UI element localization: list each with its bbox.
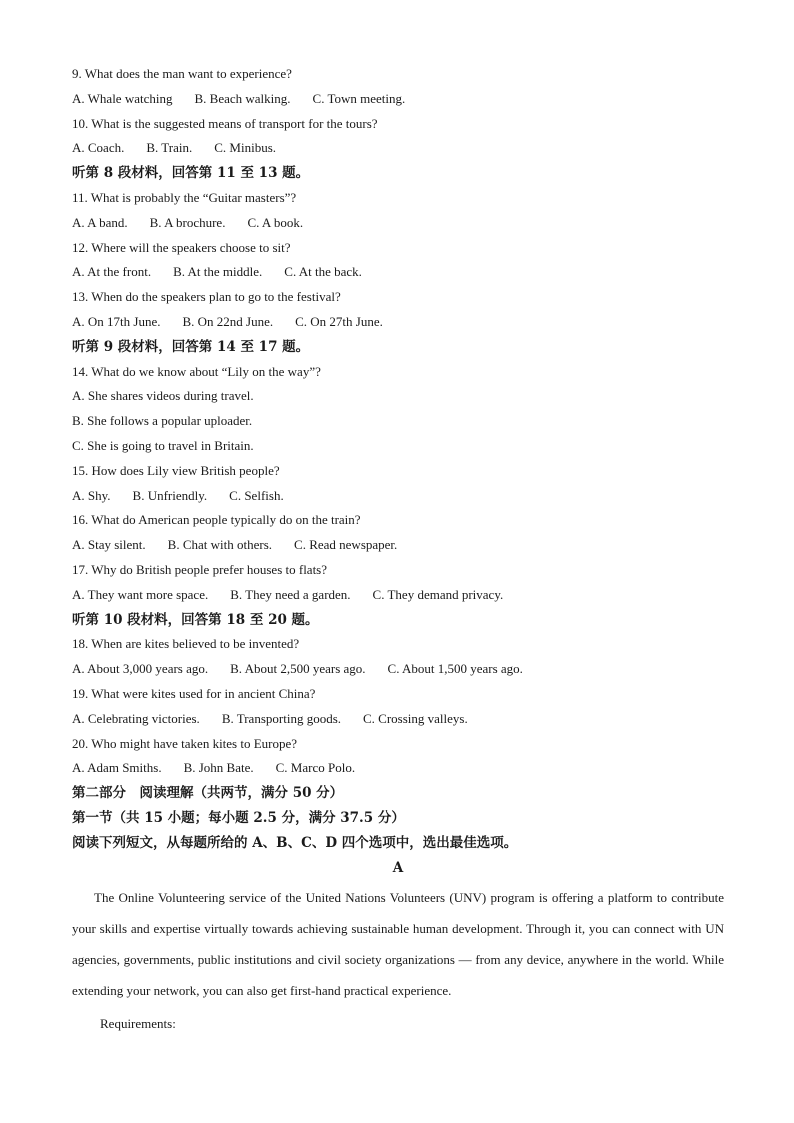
question-text: 11. What is probably the “Guitar masters”?: [72, 189, 297, 205]
answer-option: B. A brochure.: [149, 214, 226, 230]
answer-option: B. Transporting goods.: [221, 710, 342, 726]
question-text: 16. What do American people typically do on the train?: [72, 512, 361, 528]
answer-option: C. They demand privacy.: [372, 586, 504, 602]
answer-option: B. Unfriendly.: [132, 487, 208, 503]
answer-option: A. Shy.: [72, 487, 111, 503]
answer-option: C. Selfish.: [229, 487, 284, 503]
question-text: 15. How does Lily view British people?: [72, 462, 280, 478]
question-text: B. She follows a popular uploader.: [72, 413, 253, 429]
answer-options: [72, 260, 724, 285]
answer-option: B. Beach walking.: [194, 90, 291, 106]
answer-option: B. They need a garden.: [230, 586, 351, 602]
question-text: 19. What were kites used for in ancient China?: [72, 685, 316, 701]
question-text: 14. What do we know about “Lily on the way”?: [72, 363, 321, 379]
question-list: [72, 62, 724, 880]
answer-option: A. They want more space.: [72, 586, 209, 602]
question-text: 18. When are kites believed to be invented?: [72, 636, 300, 652]
answer-options: [72, 211, 724, 236]
answer-option: B. Train.: [146, 140, 193, 156]
answer-options: [72, 484, 724, 509]
answer-options: [72, 136, 724, 161]
section-heading: 第二部分 阅读理解（共两节，满分 50 分）: [72, 785, 344, 802]
passage-a-paragraph: The Online Volunteering service of the United Nations Volunteers (UNV) program is offering a platform to contribute your skills and expertise virtually towards achieving sustainable human development. Through it, you can connect with UN agencies, governments, public institutions and civil society organizations — from any device, anywhere in the world. While extending your network, you can also get first-hand practical experience.: [72, 890, 724, 999]
answer-option: C. Marco Polo.: [275, 760, 356, 776]
question-text: 12. Where will the speakers choose to sit?: [72, 239, 291, 255]
answer-option: C. Read newspaper.: [294, 537, 398, 553]
passage-letter: A: [392, 859, 404, 876]
answer-option: C. Town meeting.: [312, 90, 406, 106]
answer-options: [72, 533, 724, 558]
question-text: A. She shares videos during travel.: [72, 388, 254, 404]
answer-option: A. A band.: [72, 214, 128, 230]
answer-option: B. About 2,500 years ago.: [230, 661, 366, 677]
question-text: 20. Who might have taken kites to Europe?: [72, 735, 298, 751]
answer-option: A. Celebrating victories.: [72, 710, 200, 726]
answer-options: [72, 756, 724, 781]
answer-option: A. About 3,000 years ago.: [72, 661, 209, 677]
section-heading: 听第 9 段材料，回答第 14 至 17 题。: [72, 338, 310, 355]
question-text: 9. What does the man want to experience?: [72, 66, 292, 81]
answer-option: A. On 17th June.: [72, 313, 161, 329]
answer-options: [72, 657, 724, 682]
answer-option: A. Coach.: [72, 140, 125, 156]
answer-options: [72, 310, 724, 335]
answer-option: C. About 1,500 years ago.: [387, 661, 523, 677]
answer-option: A. Stay silent.: [72, 537, 146, 553]
answer-option: B. Chat with others.: [167, 537, 273, 553]
answer-option: C. A book.: [247, 214, 304, 230]
section-heading: 听第 8 段材料，回答第 11 至 13 题。: [72, 165, 310, 182]
requirements-heading: Requirements:: [100, 1016, 176, 1032]
section-heading: 第一节（共 15 小题；每小题 2.5 分，满分 37.5 分）: [72, 809, 405, 826]
question-text: 17. Why do British people prefer houses to flats?: [72, 561, 328, 577]
answer-option: A. At the front.: [72, 264, 152, 280]
section-heading: 阅读下列短文，从每题所给的 A、B、C、D 四个选项中，选出最佳选项。: [72, 834, 518, 851]
answer-option: B. John Bate.: [183, 760, 254, 776]
document-page: [72, 62, 724, 1036]
answer-option: C. At the back.: [284, 264, 362, 280]
answer-options: [72, 707, 724, 732]
question-text: 13. When do the speakers plan to go to the festival?: [72, 289, 341, 305]
answer-option: C. Minibus.: [214, 140, 277, 156]
answer-option: B. At the middle.: [173, 264, 263, 280]
answer-option: A. Whale watching: [72, 90, 173, 106]
section-heading: 听第 10 段材料，回答第 18 至 20 题。: [72, 611, 319, 628]
answer-option: B. On 22nd June.: [182, 313, 274, 329]
answer-option: A. Adam Smiths.: [72, 760, 162, 776]
question-text: C. She is going to travel in Britain.: [72, 437, 254, 453]
answer-option: C. Crossing valleys.: [363, 710, 468, 726]
answer-options: [72, 583, 724, 608]
answer-options: [72, 87, 724, 112]
answer-option: C. On 27th June.: [295, 313, 383, 329]
question-text: 10. What is the suggested means of transport for the tours?: [72, 115, 378, 131]
